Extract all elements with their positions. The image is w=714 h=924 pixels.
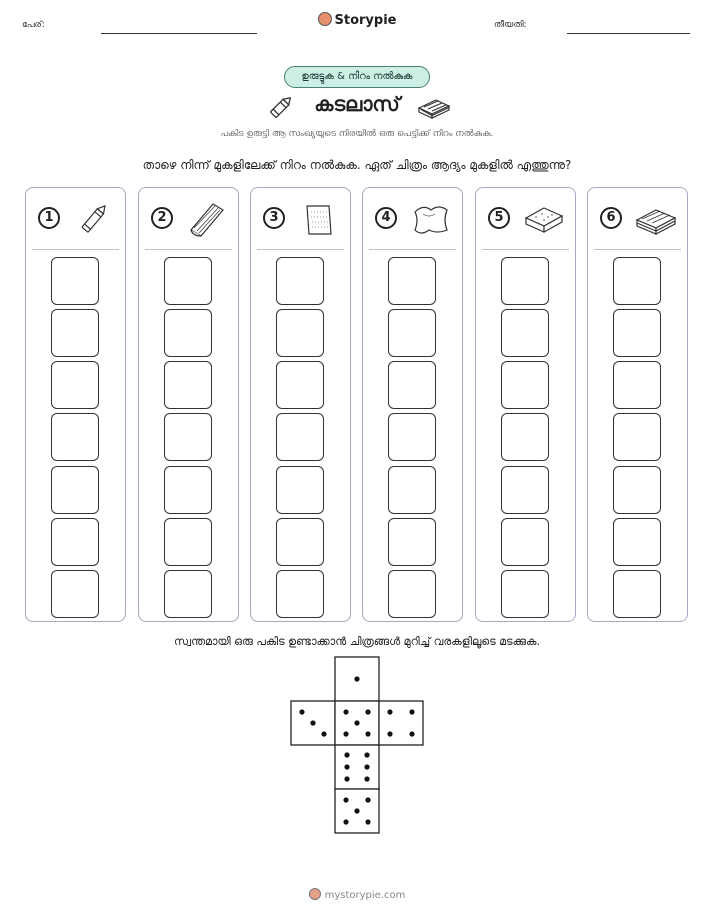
tissue-icon bbox=[409, 200, 453, 238]
column-1 bbox=[25, 187, 126, 622]
color-box[interactable] bbox=[276, 257, 324, 305]
color-box[interactable] bbox=[388, 361, 436, 409]
brand-name: Storypie bbox=[334, 13, 397, 28]
color-box[interactable] bbox=[51, 309, 99, 357]
column-number: 1 bbox=[38, 207, 60, 229]
storypie-mascot-icon bbox=[318, 12, 332, 26]
dice-face-4 bbox=[379, 701, 423, 745]
column-6 bbox=[587, 187, 688, 622]
color-box[interactable] bbox=[164, 466, 212, 514]
column-divider bbox=[594, 249, 681, 250]
color-box[interactable] bbox=[51, 413, 99, 461]
column-divider bbox=[369, 249, 456, 250]
color-box[interactable] bbox=[501, 257, 549, 305]
color-box[interactable] bbox=[164, 413, 212, 461]
subtitle: പകിട ഉരുട്ടി ആ സംഖ്യയുടെ നിരയിൽ ഒരു പെട്ടിക്ക് നിറം നൽകുക. bbox=[220, 129, 494, 139]
column-number: 3 bbox=[263, 207, 285, 229]
date-line[interactable] bbox=[567, 33, 690, 34]
color-box[interactable] bbox=[164, 309, 212, 357]
color-box[interactable] bbox=[388, 518, 436, 566]
color-box[interactable] bbox=[501, 466, 549, 514]
color-box[interactable] bbox=[613, 361, 661, 409]
color-box[interactable] bbox=[613, 518, 661, 566]
column-number: 6 bbox=[600, 207, 622, 229]
color-box[interactable] bbox=[388, 570, 436, 618]
color-box[interactable] bbox=[51, 257, 99, 305]
color-box[interactable] bbox=[164, 518, 212, 566]
color-box[interactable] bbox=[388, 257, 436, 305]
color-box[interactable] bbox=[613, 413, 661, 461]
column-divider bbox=[482, 249, 569, 250]
color-box[interactable] bbox=[276, 466, 324, 514]
color-box[interactable] bbox=[51, 466, 99, 514]
footer-url[interactable]: mystorypie.com bbox=[324, 890, 406, 901]
color-box[interactable] bbox=[276, 413, 324, 461]
date-label: തീയതി: bbox=[494, 20, 527, 30]
color-box[interactable] bbox=[613, 309, 661, 357]
color-box[interactable] bbox=[388, 466, 436, 514]
color-box[interactable] bbox=[51, 518, 99, 566]
column-number: 2 bbox=[151, 207, 173, 229]
storypie-mascot-icon bbox=[309, 888, 321, 900]
column-4 bbox=[362, 187, 463, 622]
dice-face-6 bbox=[335, 745, 379, 789]
activity-badge: ഉരുട്ടുക & നിറം നൽകുക bbox=[284, 66, 430, 88]
color-box[interactable] bbox=[51, 361, 99, 409]
color-box[interactable] bbox=[613, 466, 661, 514]
color-box[interactable] bbox=[501, 518, 549, 566]
footer bbox=[0, 888, 714, 901]
color-box[interactable] bbox=[276, 361, 324, 409]
column-divider bbox=[257, 249, 344, 250]
dice-net[interactable] bbox=[290, 656, 425, 836]
color-box[interactable] bbox=[388, 413, 436, 461]
color-box[interactable] bbox=[276, 309, 324, 357]
question-text: താഴെ നിന്ന് മുകളിലേക്ക് നിറം നൽകുക. ഏത് ചിത്രം ആദ്യം മുകളിൽ എത്തുന്നു? bbox=[142, 158, 572, 172]
sponge-icon bbox=[522, 200, 566, 238]
color-box[interactable] bbox=[164, 361, 212, 409]
color-box[interactable] bbox=[164, 570, 212, 618]
paper-stack-icon bbox=[416, 94, 452, 120]
column-number: 4 bbox=[375, 207, 397, 229]
column-divider bbox=[32, 249, 119, 250]
color-box[interactable] bbox=[51, 570, 99, 618]
color-box[interactable] bbox=[388, 309, 436, 357]
color-box[interactable] bbox=[613, 570, 661, 618]
color-box[interactable] bbox=[501, 413, 549, 461]
name-line[interactable] bbox=[101, 33, 257, 34]
crayon-icon bbox=[72, 200, 116, 238]
wood-log-icon bbox=[185, 200, 229, 238]
column-divider bbox=[145, 249, 232, 250]
color-box[interactable] bbox=[164, 257, 212, 305]
color-box[interactable] bbox=[276, 518, 324, 566]
column-3 bbox=[250, 187, 351, 622]
paper-sheet-icon bbox=[297, 200, 341, 238]
column-5 bbox=[475, 187, 576, 622]
color-box[interactable] bbox=[501, 361, 549, 409]
dice-instruction: സ്വന്തമായി ഒരു പകിട ഉണ്ടാക്കാൻ ചിത്രങ്ങൾ മുറിച്ച് വരകളിലൂടെ മടക്കുക. bbox=[174, 635, 540, 648]
paper-stack-icon bbox=[634, 200, 678, 238]
brand-logo bbox=[0, 12, 714, 28]
color-box[interactable] bbox=[276, 570, 324, 618]
page-title: കടലാസ് bbox=[314, 92, 400, 116]
name-label: പേര്: bbox=[22, 20, 45, 30]
color-box[interactable] bbox=[613, 257, 661, 305]
color-box[interactable] bbox=[501, 570, 549, 618]
column-2 bbox=[138, 187, 239, 622]
column-number: 5 bbox=[488, 207, 510, 229]
color-box[interactable] bbox=[501, 309, 549, 357]
